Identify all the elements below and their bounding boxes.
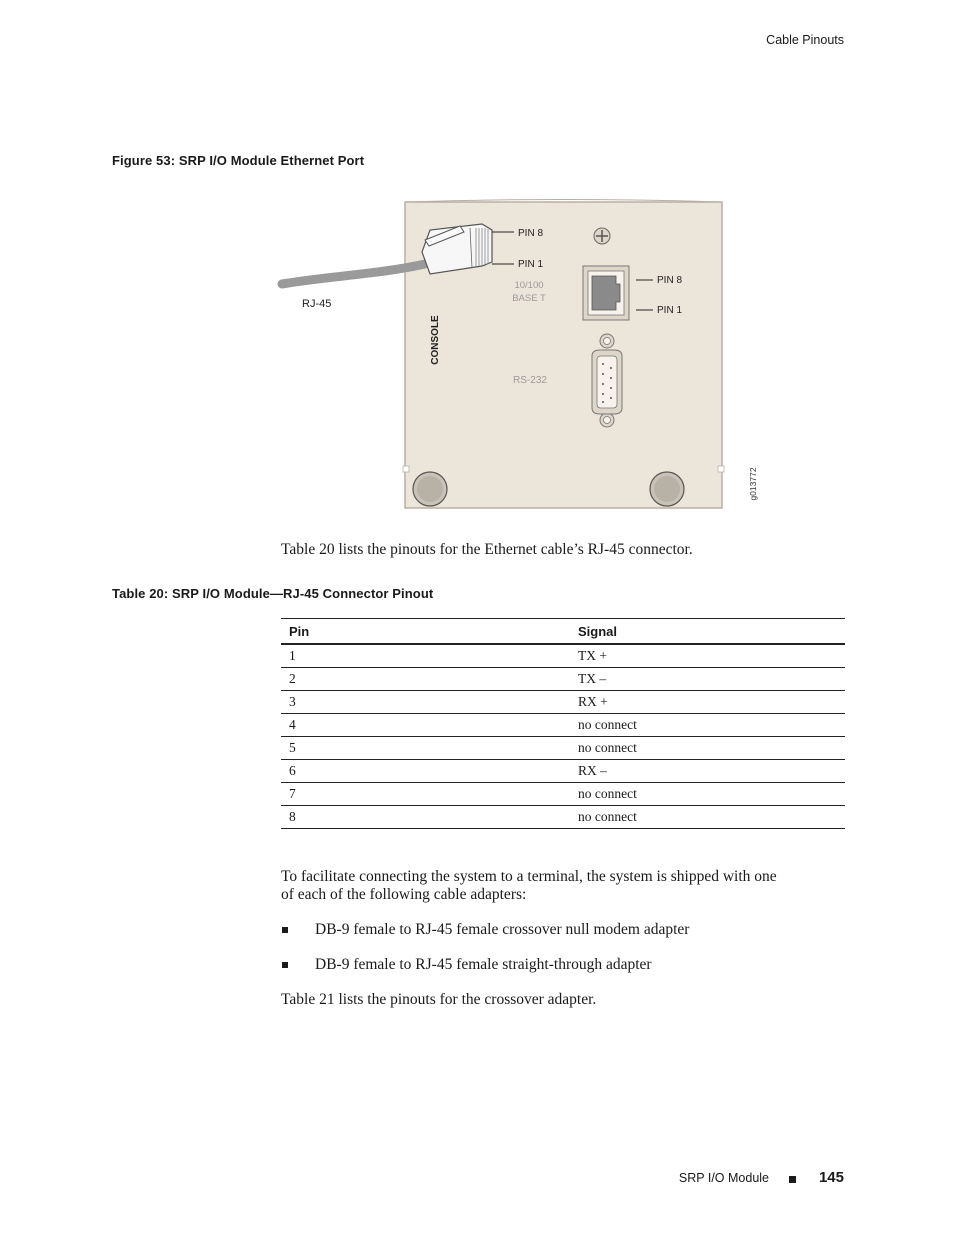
header-pin: Pin: [281, 619, 570, 645]
port-pin1-label: PIN 1: [657, 305, 683, 316]
header-signal: Signal: [570, 619, 845, 645]
table-row: [281, 691, 845, 714]
pin-cell: 1: [281, 644, 570, 668]
bullet-text: DB-9 female to RJ-45 female crossover null modem adapter: [315, 921, 690, 938]
port-speed-label: 10/100: [514, 280, 544, 291]
port-pin8-label: PIN 8: [657, 275, 683, 286]
table-row: [281, 668, 845, 691]
pin-cell: 8: [281, 806, 570, 829]
signal-cell: TX +: [570, 644, 845, 668]
bullet-text: DB-9 female to RJ-45 female straight-through adapter: [315, 956, 652, 973]
figure-caption: Figure 53: SRP I/O Module Ethernet Port: [112, 153, 365, 168]
adapters-paragraph: To facilitate connecting the system to a terminal, the system is shipped with one of each of the following cable adapters:: [281, 868, 777, 903]
pin-cell: 6: [281, 760, 570, 783]
ethernet-cable: [282, 264, 425, 284]
signal-cell: no connect: [570, 714, 845, 737]
rj45-plug: [422, 224, 492, 274]
ethernet-jack: [583, 266, 629, 320]
port-type-label: BASE T: [512, 293, 546, 304]
table-row: [281, 783, 845, 806]
signal-cell: no connect: [570, 806, 845, 829]
pin-cell: 4: [281, 714, 570, 737]
thumbscrew-right: [650, 472, 684, 506]
signal-cell: no connect: [570, 783, 845, 806]
cable-pin1-label: PIN 1: [518, 259, 544, 270]
figure-id: g013772: [748, 467, 758, 501]
pin-cell: 2: [281, 668, 570, 691]
table-row: [281, 737, 845, 760]
thumbscrew-left: [413, 472, 447, 506]
signal-cell: RX +: [570, 691, 845, 714]
signal-cell: no connect: [570, 737, 845, 760]
pinout-table: [281, 618, 845, 829]
rs232-label: RS-232: [513, 375, 547, 386]
table-row: [281, 806, 845, 829]
table-header-row: [281, 619, 845, 645]
table-row: [281, 760, 845, 783]
ethernet-port-figure: [270, 190, 770, 520]
footer-square-icon: [789, 1176, 796, 1183]
bullet-square-icon: [282, 927, 288, 933]
rj45-label: RJ-45: [302, 298, 332, 310]
pin-cell: 3: [281, 691, 570, 714]
table-caption: Table 20: SRP I/O Module—RJ-45 Connector Pinout: [112, 586, 434, 601]
console-label: CONSOLE: [430, 315, 441, 365]
signal-cell: RX –: [570, 760, 845, 783]
table-row: [281, 714, 845, 737]
page-number: 145: [818, 1169, 844, 1186]
running-header: Cable Pinouts: [766, 33, 844, 47]
signal-cell: TX –: [570, 668, 845, 691]
crossover-paragraph: Table 21 lists the pinouts for the crossover adapter.: [281, 991, 597, 1008]
pin-cell: 5: [281, 737, 570, 760]
footer-section-label: SRP I/O Module: [678, 1171, 769, 1185]
screw-icon: [594, 228, 610, 244]
table-row: [281, 644, 845, 668]
intro-paragraph: Table 20 lists the pinouts for the Ethernet cable’s RJ-45 connector.: [281, 541, 693, 558]
pin-cell: 7: [281, 783, 570, 806]
bullet-square-icon: [282, 962, 288, 968]
cable-pin8-label: PIN 8: [518, 228, 544, 239]
